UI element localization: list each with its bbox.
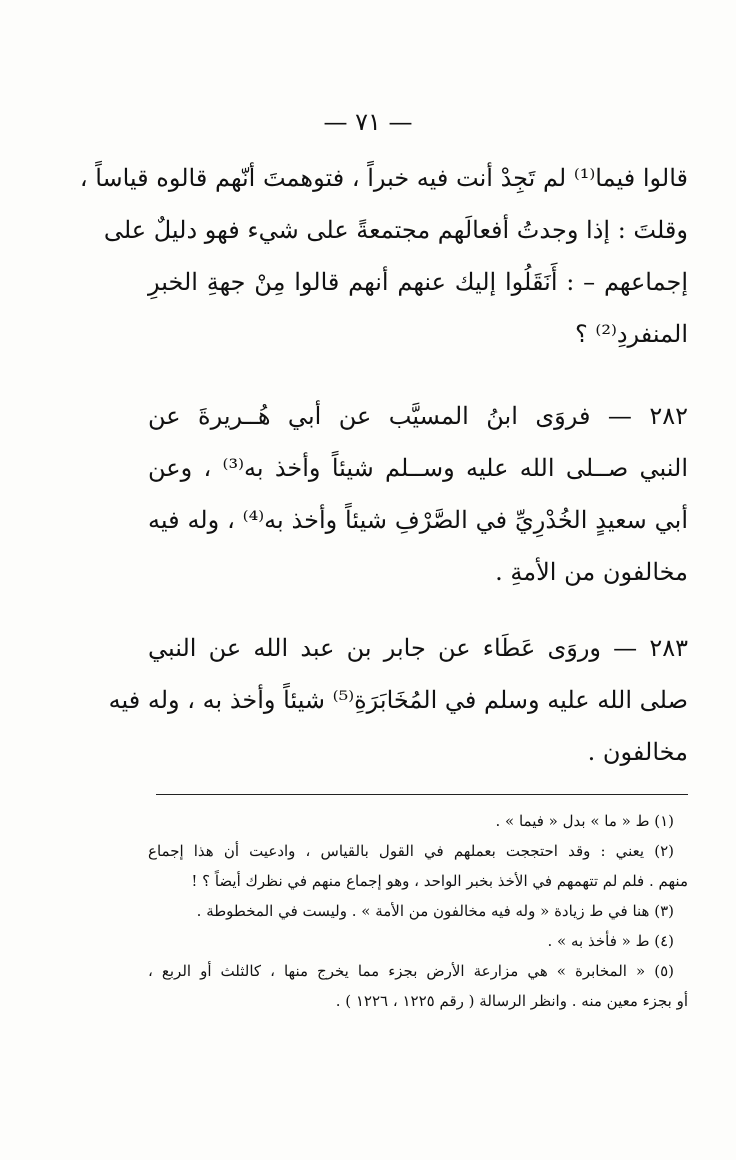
text-line: مخالفون من الأمةِ . [495, 558, 688, 586]
footnote-5: (٥) « المخابرة » هي مزارعة الأرض بجزء مما يخرج منها ، كالثلث أو الربع ، [148, 962, 674, 980]
text-line: أبي سعيدٍ الخُدْرِيِّ في الصَّرْفِ شيئاً وأخذ به⁽⁴⁾ ، وله فيه [148, 506, 688, 534]
text-line: ٢٨٣ — وروَى عَطَاء عن جابر بن عبد الله عن النبي [148, 634, 688, 662]
text-line: النبي صــلى الله عليه وســلم شيئاً وأخذ به⁽³⁾ ، وعن [148, 454, 689, 482]
paragraph-item-282 [148, 390, 688, 598]
text-line: إجماعهم – : أَنَقَلُوا إليك عنهم أنهم قالوا مِنْ جهةِ الخبرِ [148, 268, 688, 296]
footnote-3: (٣) هنا في ط زيادة « وله فيه مخالفون من الأمة » . وليست في المخطوطة . [196, 902, 674, 920]
paragraph-item-283 [108, 622, 688, 778]
footnote-2: (٢) يعني : وقد احتججت بعملهم في القول بالقياس ، وادعيت أن هذا إجماع [148, 842, 674, 860]
footnote-5-continued: أو بجزء معين منه . وانظر الرسالة ( رقم ١٢٢٥ ، ١٢٢٦ ) . [335, 992, 688, 1010]
footnote-2-continued: منهم . فلم لم تتهمهم في الأخذ بخبر الواحد ، وهو إجماع منهم في نظرك أيضاً ؟ ! [191, 872, 688, 890]
footnotes [148, 806, 688, 1016]
text-line: مخالفون . [587, 738, 688, 766]
page-number: — ٧١ — [323, 108, 413, 136]
text-line: وقلتَ : إذا وجدتُ أفعالَهم مجتمعةً على شيء فهو دليلٌ على [103, 216, 688, 244]
text-line: قالوا فيما⁽¹⁾ لم تَجِدْ أنت فيه خبراً ، فتوهمتَ أنّهم قالوه قياساً ، [79, 164, 688, 192]
footnote-divider [156, 794, 688, 795]
footnote-4: (٤) ط « فأخذ به » . [547, 932, 674, 950]
text-line: المنفردِ⁽²⁾ ؟ [575, 320, 688, 348]
text-line: صلى الله عليه وسلم في المُخَابَرَةِ⁽⁵⁾ شيئاً وأخذ به ، وله فيه [108, 686, 688, 714]
paragraph-continuation [79, 152, 688, 360]
text-line: ٢٨٢ — فروَى ابنُ المسيَّب عن أبي هُــريرةَ عن [148, 402, 688, 430]
footnote-1: (١) ط « ما » بدل « فيما » . [495, 812, 674, 830]
